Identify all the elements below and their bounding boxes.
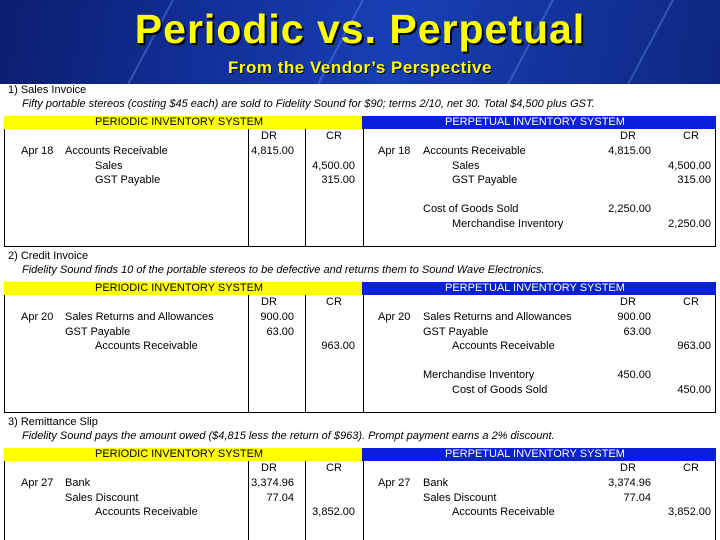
account-name: Sales — [95, 159, 123, 172]
debit-amount: 3,374.96 — [251, 477, 294, 489]
column-divider — [248, 295, 249, 412]
debit-amount: 63.00 — [623, 325, 651, 338]
credit-amount: 963.00 — [677, 340, 711, 353]
account-name: Sales Returns and Allowances — [423, 311, 572, 323]
account-name: Sales — [452, 159, 480, 172]
debit-amount: 63.00 — [266, 325, 294, 338]
perpetual-header — [362, 282, 716, 295]
cr-heading: CR — [683, 296, 699, 308]
periodic-header-label: PERIODIC INVENTORY SYSTEM — [95, 282, 264, 294]
entry-section — [0, 84, 720, 242]
cr-heading: CR — [326, 296, 342, 308]
account-name: Sales Discount — [65, 491, 139, 504]
account-name: Sales Returns and Allowances — [65, 311, 214, 323]
credit-amount: 4,500.00 — [668, 159, 711, 172]
slide-subtitle: From the Vendor’s Perspective — [228, 58, 492, 77]
periodic-header — [4, 116, 362, 129]
entry-section — [0, 416, 720, 538]
perpetual-entry-date: Apr 18 — [378, 145, 411, 157]
debit-amount: 77.04 — [266, 491, 294, 504]
debit-amount: 4,815.00 — [251, 145, 294, 157]
debit-amount: 4,815.00 — [608, 145, 651, 157]
dr-heading: DR — [620, 462, 636, 474]
cr-heading: CR — [326, 462, 342, 474]
cr-heading: CR — [683, 130, 699, 142]
perpetual-entry-date: Apr 27 — [378, 477, 411, 489]
column-divider — [248, 129, 249, 246]
section-description: Fidelity Sound pays the amount owed ($4,815 less the return of $963). Prompt payment earns a 2% discount. — [22, 430, 555, 442]
cr-heading: CR — [683, 462, 699, 474]
debit-amount: 77.04 — [623, 491, 651, 504]
section-description: Fidelity Sound finds 10 of the portable stereos to be defective and returns them to Sound Wave Electronics. — [22, 264, 545, 276]
account-name: Bank — [423, 477, 449, 489]
section-title: 2) Credit Invoice — [8, 250, 89, 262]
dr-heading: DR — [261, 462, 277, 474]
entry-section — [0, 250, 720, 408]
slide-header — [0, 0, 720, 84]
section-description: Fifty portable stereos (costing $45 each) are sold to Fidelity Sound for $90; terms 2/10, net 30. Total $4,500 plus GST. — [22, 98, 595, 110]
credit-amount: 3,852.00 — [668, 506, 711, 519]
account-name: Accounts Receivable — [65, 145, 168, 157]
account-name: GST Payable — [65, 325, 131, 338]
column-divider — [363, 295, 364, 412]
column-divider — [305, 129, 306, 246]
credit-amount: 450.00 — [677, 384, 711, 396]
account-name: GST Payable — [423, 325, 489, 338]
column-divider — [305, 461, 306, 540]
debit-amount: 3,374.96 — [608, 477, 651, 489]
periodic-header-label: PERIODIC INVENTORY SYSTEM — [95, 116, 264, 128]
account-name: Merchandise Inventory — [423, 369, 535, 382]
debit-amount: 450.00 — [617, 369, 651, 382]
section-title: 3) Remittance Slip — [8, 416, 98, 428]
column-divider — [305, 295, 306, 412]
account-name: Accounts Receivable — [452, 340, 555, 353]
dr-heading: DR — [620, 296, 636, 308]
journal-entries — [0, 84, 720, 540]
periodic-header — [4, 448, 362, 461]
account-name: Accounts Receivable — [95, 340, 198, 353]
column-divider — [248, 461, 249, 540]
credit-amount: 2,250.00 — [668, 218, 711, 230]
section-title: 1) Sales Invoice — [8, 84, 87, 96]
cr-heading: CR — [326, 130, 342, 142]
perpetual-header-label: PERPETUAL INVENTORY SYSTEM — [445, 116, 625, 128]
account-name: Sales Discount — [423, 491, 497, 504]
debit-amount: 900.00 — [617, 311, 651, 323]
dr-heading: DR — [620, 130, 636, 142]
perpetual-header — [362, 116, 716, 129]
dr-heading: DR — [261, 296, 277, 308]
account-name: Accounts Receivable — [423, 145, 526, 157]
perpetual-entry-date: Apr 20 — [378, 311, 411, 323]
account-name: Cost of Goods Sold — [452, 384, 548, 396]
account-name: GST Payable — [452, 174, 518, 187]
credit-amount: 4,500.00 — [312, 159, 355, 172]
debit-amount: 2,250.00 — [608, 203, 651, 216]
column-divider — [363, 461, 364, 540]
account-name: GST Payable — [95, 174, 161, 187]
credit-amount: 315.00 — [321, 174, 355, 187]
perpetual-header — [362, 448, 716, 461]
account-name: Bank — [65, 477, 91, 489]
periodic-entry-date: Apr 18 — [21, 145, 54, 157]
credit-amount: 315.00 — [677, 174, 711, 187]
credit-amount: 3,852.00 — [312, 506, 355, 519]
debit-amount: 900.00 — [260, 311, 294, 323]
periodic-entry-date: Apr 20 — [21, 311, 54, 323]
periodic-header — [4, 282, 362, 295]
account-name: Cost of Goods Sold — [423, 203, 519, 216]
column-divider — [363, 129, 364, 246]
account-name: Accounts Receivable — [452, 506, 555, 519]
slide-title: Periodic vs. Perpetual — [134, 6, 586, 52]
credit-amount: 963.00 — [321, 340, 355, 353]
perpetual-header-label: PERPETUAL INVENTORY SYSTEM — [445, 448, 625, 460]
dr-heading: DR — [261, 130, 277, 142]
account-name: Merchandise Inventory — [452, 218, 564, 230]
perpetual-header-label: PERPETUAL INVENTORY SYSTEM — [445, 282, 625, 294]
periodic-entry-date: Apr 27 — [21, 477, 54, 489]
periodic-header-label: PERIODIC INVENTORY SYSTEM — [95, 448, 264, 460]
account-name: Accounts Receivable — [95, 506, 198, 519]
